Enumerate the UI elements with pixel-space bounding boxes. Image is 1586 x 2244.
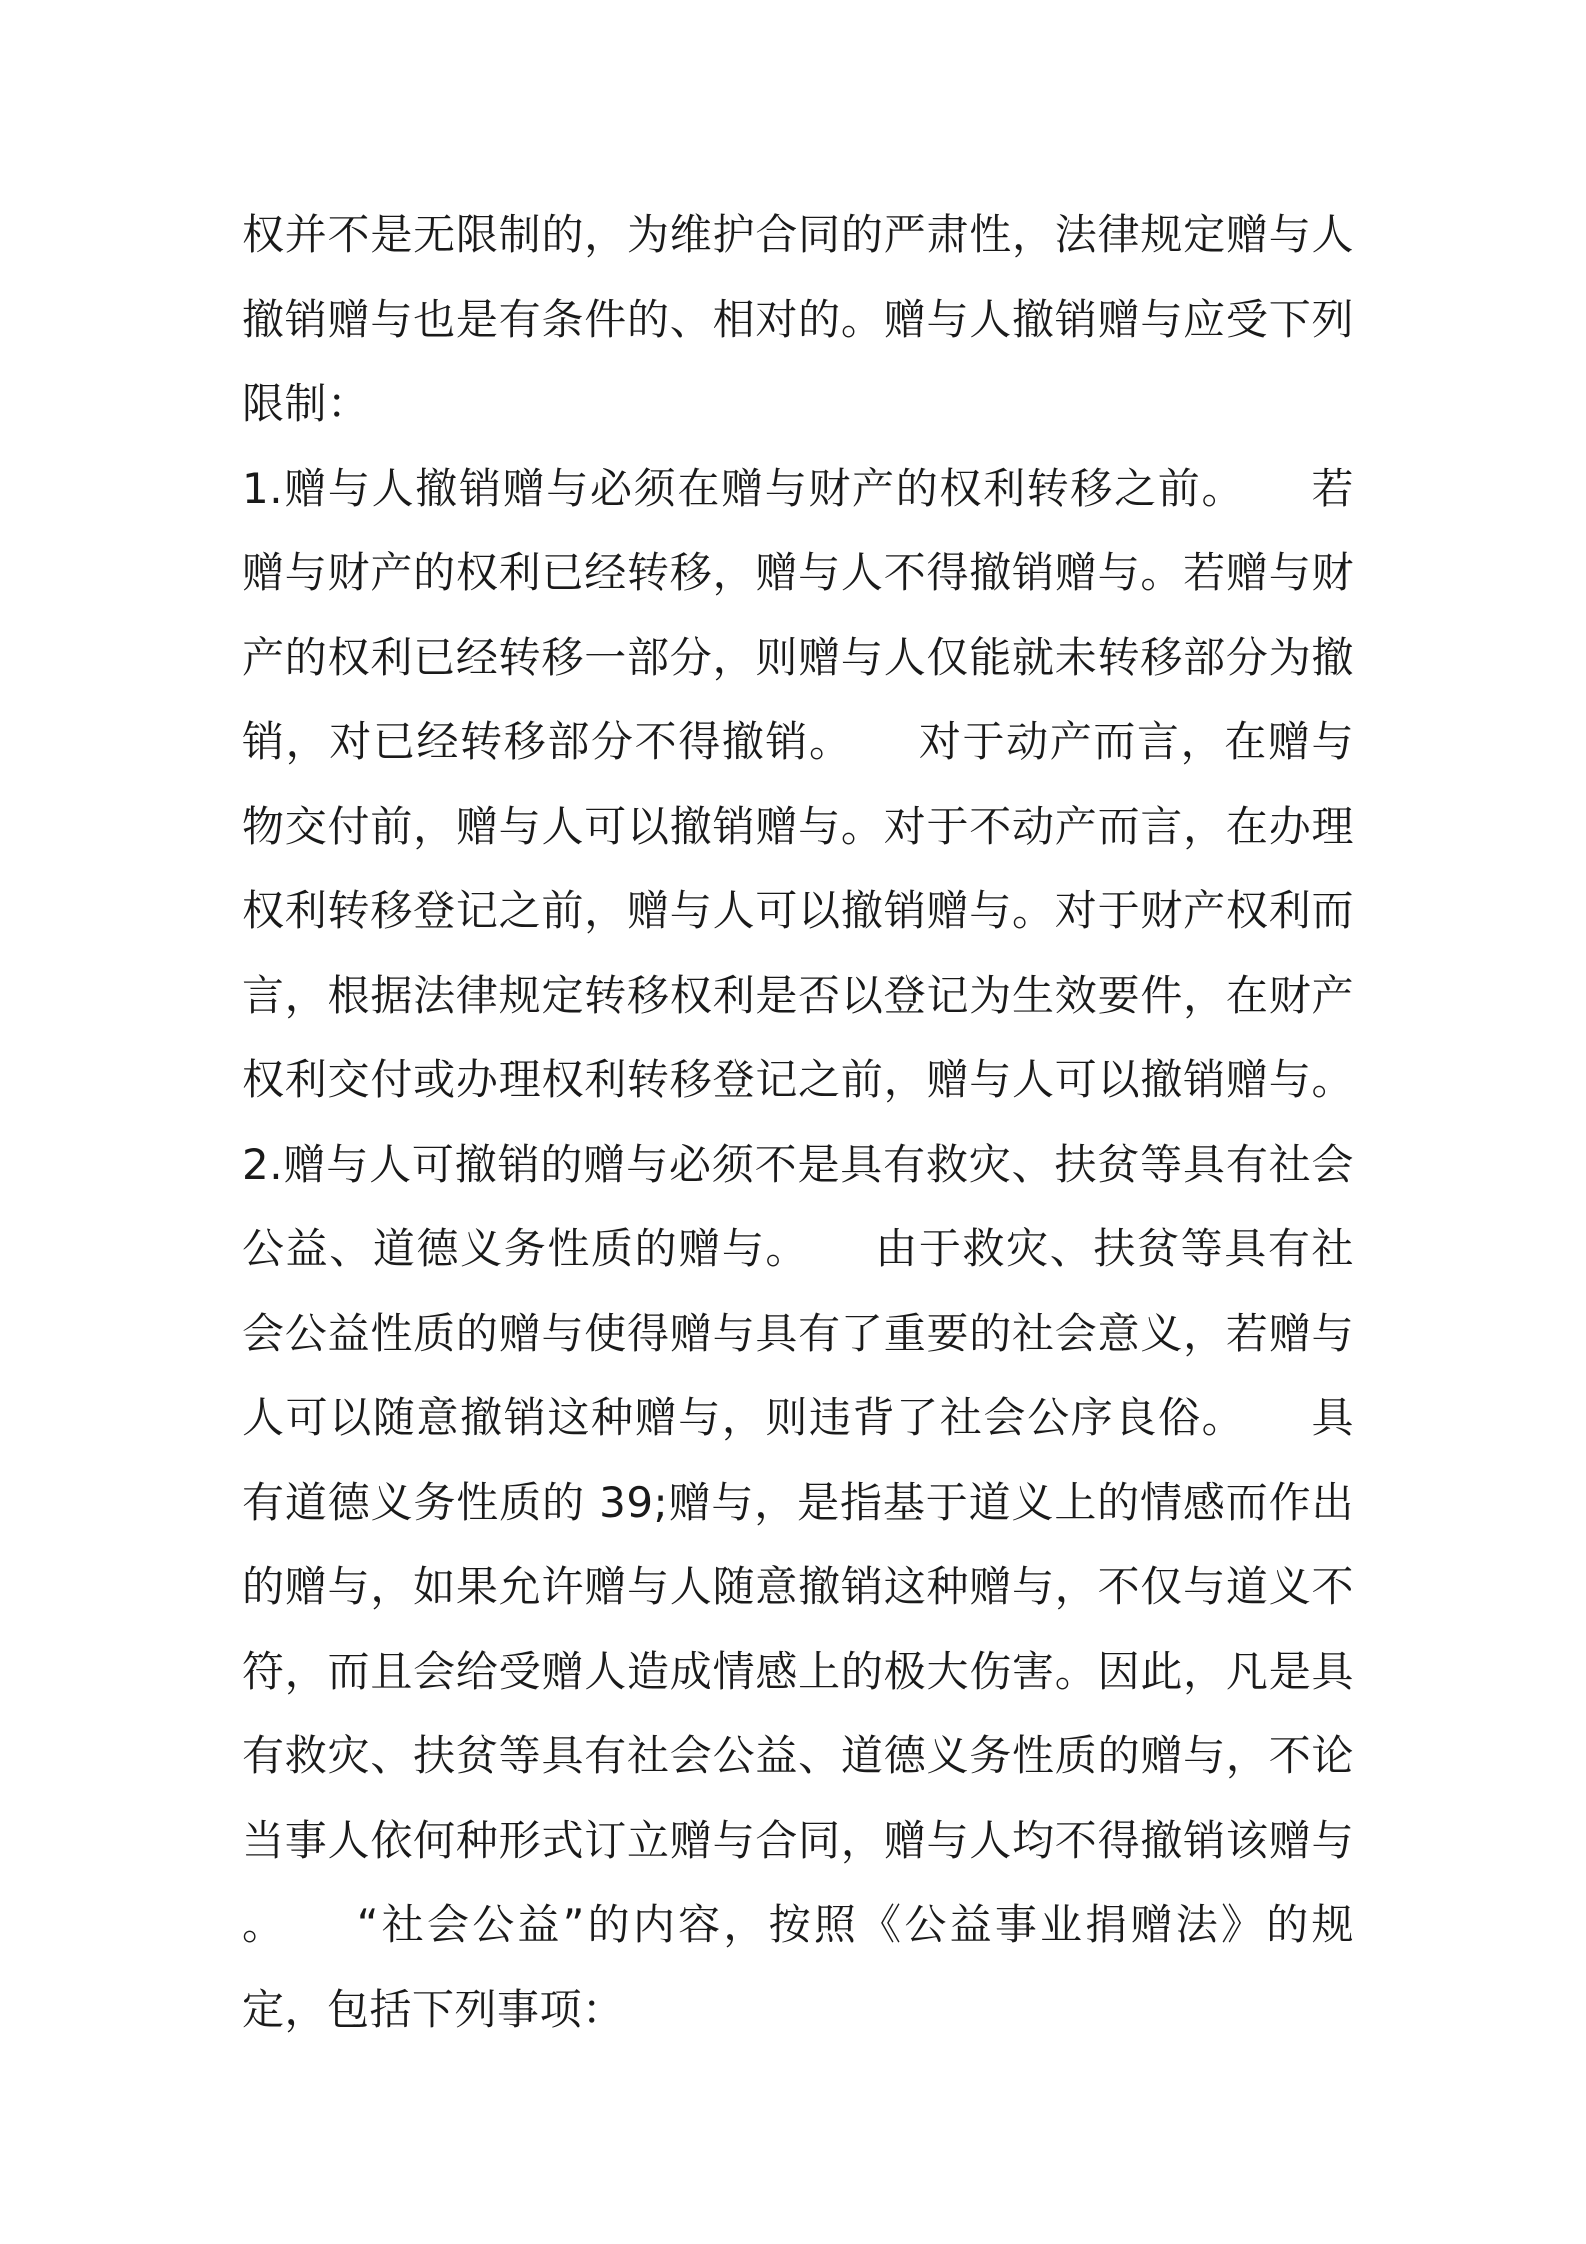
text-line: 赠与财产的权利已经转移，赠与人不得撤销赠与。若赠与财 bbox=[242, 548, 1354, 597]
text-line: 公益、道德义务性质的赠与。 由于救灾、扶贫等具有社 bbox=[242, 1224, 1354, 1273]
text-line: 符，而且会给受赠人造成情感上的极大伤害。因此，凡是具 bbox=[242, 1646, 1354, 1696]
text-line: 有救灾、扶贫等具有社会公益、道德义务性质的赠与，不论 bbox=[242, 1731, 1354, 1780]
text-line: 会公益性质的赠与使得赠与具有了重要的社会意义，若赠与 bbox=[242, 1308, 1354, 1358]
text-line: 权利转移登记之前，赠与人可以撤销赠与。对于财产权利而 bbox=[242, 886, 1354, 935]
body-text bbox=[242, 193, 1354, 2052]
text-line: 物交付前，赠与人可以撤销赠与。对于不动产而言，在办理 bbox=[242, 801, 1354, 851]
text-line: 产的权利已经转移一部分，则赠与人仅能就未转移部分为撤 bbox=[242, 632, 1354, 682]
text-line: 2.赠与人可撤销的赠与必须不是具有救灾、扶贫等具有社会 bbox=[242, 1139, 1354, 1189]
text-line: 有道德义务性质的 39;赠与，是指基于道义上的情感而作出 bbox=[242, 1477, 1354, 1527]
text-line: 限制： bbox=[242, 379, 370, 428]
text-line: 。 “社会公益”的内容，按照《公益事业捐赠法》的规 bbox=[242, 1900, 1354, 1949]
text-line: 权利交付或办理权利转移登记之前，赠与人可以撤销赠与。 bbox=[242, 1055, 1354, 1104]
text-line: 销，对已经转移部分不得撤销。 对于动产而言，在赠与 bbox=[242, 717, 1354, 766]
text-line: 定，包括下列事项： bbox=[242, 1984, 625, 2034]
text-line: 的赠与，如果允许赠与人随意撤销这种赠与，不仅与道义不 bbox=[242, 1562, 1354, 1611]
text-line: 人可以随意撤销这种赠与，则违背了社会公序良俗。 具 bbox=[242, 1393, 1354, 1442]
text-line: 当事人依何种形式订立赠与合同，赠与人均不得撤销该赠与 bbox=[242, 1815, 1354, 1865]
text-line: 1.赠与人撤销赠与必须在赠与财产的权利转移之前。 若 bbox=[242, 463, 1354, 513]
text-line: 言，根据法律规定转移权利是否以登记为生效要件，在财产 bbox=[242, 970, 1354, 1020]
text-line: 撤销赠与也是有条件的、相对的。赠与人撤销赠与应受下列 bbox=[242, 294, 1354, 344]
text-line: 权并不是无限制的，为维护合同的严肃性，法律规定赠与人 bbox=[242, 210, 1354, 259]
